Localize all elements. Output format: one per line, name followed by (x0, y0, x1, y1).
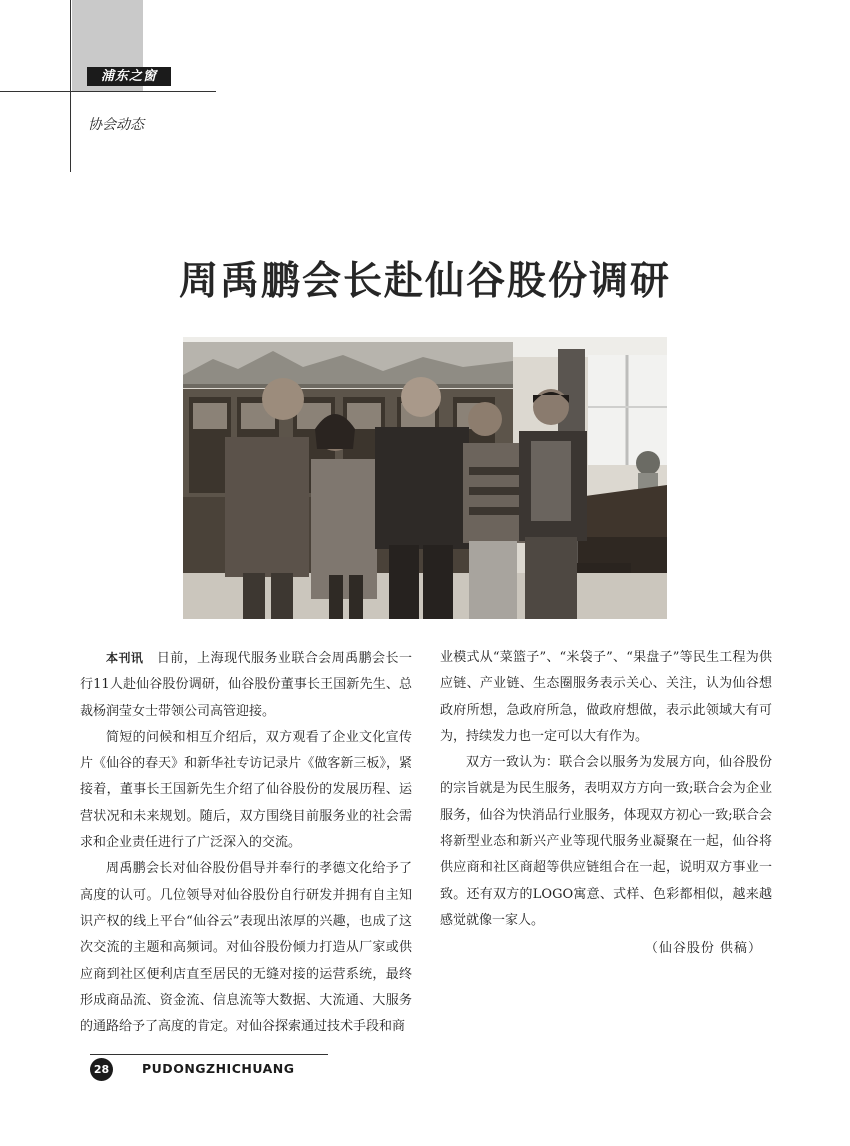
page-number: 28 (90, 1058, 113, 1081)
article-paragraph-2: 简短的问候和相互介绍后，双方观看了企业文化宣传片《仙谷的春天》和新华社专访记录片《做客新三板》，紧接着，董事长王国新先生介绍了仙谷股份的发展历程、运营状况和未来规划。随后，双方围绕目前服务业的社会需求和企业责任进行了广泛深入的交流。 (80, 729, 412, 851)
article-column-right (440, 645, 772, 963)
article-title: 周禹鹏会长赴仙谷股份调研 (178, 259, 671, 304)
article-paragraph-3: 周禹鹏会长对仙谷股份倡导并奉行的孝德文化给予了高度的认可。几位领导对仙谷股份自行研发并拥有自主知识产权的线上平台“仙谷云”表现出浓厚的兴趣，也成了这次交流的主题和高频词。对仙谷股份倾力打造从厂家或供应商到社区便利店直至居民的无缝对接的运营系统，最终形成商品流、资金流、信息流等大数据、大流通、大服务的通路给予了高度的肯定。对仙谷探索通过技术手段和商 (80, 861, 412, 1035)
article-paragraph-4: 双方一致认为：联合会以服务为发展方向，仙谷股份的宗旨就是为民生服务，表明双方方向一致;联合会为企业服务，仙谷为快消品行业服务，体现双方初心一致;联合会将新型业态和新兴产业等现代服务业凝聚在一起，仙谷将供应商和社区商超等供应链组合在一起，说明双方事业一致。还有双方的LOGO寓意、式样、色彩都相似，越来越感觉就像一家人。 (440, 755, 772, 928)
group-photo (183, 337, 667, 619)
header-horizontal-rule (0, 91, 216, 92)
magazine-badge: 浦东之窗 (87, 67, 171, 86)
paragraph-text: 日前，上海现代服务业联合会周禹鹏会长一行11人赴仙谷股份调研，仙谷股份董事长王国新先生、总裁杨润莹女士带领公司高管迎接。 (80, 651, 412, 719)
section-label: 协会动态 (88, 117, 144, 133)
article-paragraph-3-continued: 业模式从“菜篮子”、“米袋子”、“果盘子”等民生工程为供应链、产业链、生态圈服务表示关心、关注，认为仙谷想政府所想，急政府所急，做政府想做，表示此领域大有可为，持续发力也一定可以大有作为。 (440, 650, 772, 744)
article-paragraph-1 (80, 645, 412, 725)
article-column-left (80, 645, 412, 1040)
article-credit: （仙谷股份 供稿） (644, 941, 762, 957)
magazine-name: PUDONGZHICHUANG (142, 1061, 295, 1076)
header-vertical-rule (70, 0, 71, 172)
footer-rule (90, 1054, 328, 1055)
lead-label: 本刊讯 (106, 651, 144, 665)
